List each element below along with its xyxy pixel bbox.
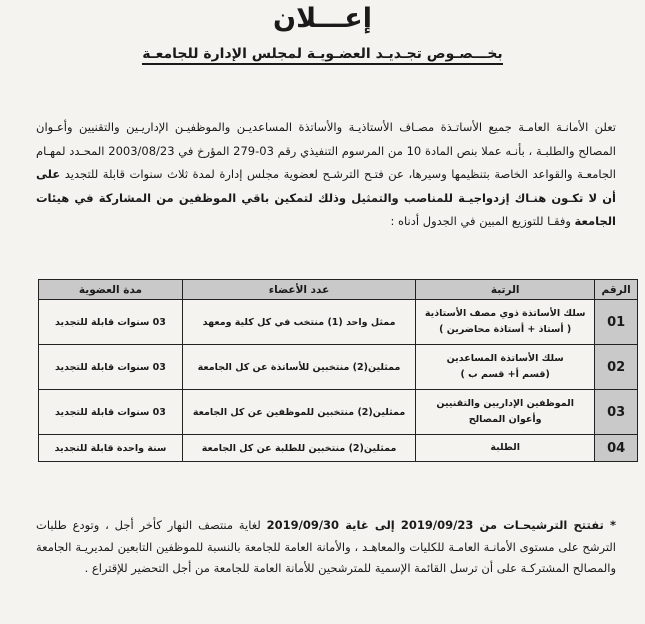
membership-table [38,279,638,462]
row-rank [416,345,595,390]
closing-bold-text: * تفتتح الترشيحـات من 2019/09/23 إلى غاية 2019/09/30 [266,518,616,532]
intro-end-text: وفقـا للتوزيع المبين في الجدول أدناه : [390,214,575,228]
row-num: 03 [595,390,638,435]
rank-title: سلك الأساتذة المساعدين [446,353,564,364]
row-rank [416,390,595,435]
table-header-row [39,280,638,300]
table-row [39,300,638,345]
header-num: الرقم [595,280,638,300]
row-duration: 03 سنوات قابلة للتجديد [39,345,183,390]
row-num: 02 [595,345,638,390]
row-members: ممثلين(2) منتخبين للموظفين عن كل الجامعة [182,390,415,435]
rank-note: ( أستاذ + أستاذة محاضرين ) [439,324,572,335]
row-members: ممثلين(2) منتخبين للطلبة عن كل الجامعة [182,435,415,462]
header-members: عدد الأعضاء [182,280,415,300]
row-members: ممثل واحد (1) منتخب في كل كلية ومعهد [182,300,415,345]
table-row [39,435,638,462]
row-members: ممثلين(2) منتخبين للأساتذة عن كل الجامعة [182,345,415,390]
subtitle-text: بخـــصـوص تجـديـد العضـويـة لمجلس الإدارة للجامعـة [142,46,502,65]
closing-paragraph [36,515,616,580]
intro-bold-text: على أن لا تكـون هنـاك إزدواجيـة للمناصب والتمثيل وذلك لتمكين باقي الموظفين من المشاركة في هيئات الجامعة [36,167,616,228]
row-duration: سنة واحدة قابلة للتجديد [39,435,183,462]
rank-title: سلك الأساتذة ذوي مصف الأستاذية [424,308,586,319]
row-duration: 03 سنوات قابلة للتجديد [39,300,183,345]
rank-title: الموظفين الإداريين والتقنيين وأعوان المصالح [436,398,574,425]
closing-text: لغاية منتصف النهار كأخر أجل ، وتودع طلبات الترشح على مستوى الأمانـة العامـة للكليات والمعاهـد ، والأمانة العامة للجامعة بالنسبة للموظفين التابعين لمديريـة الجامعة والمصالح المشتركـة على أن ترسل القائمة الإسمية للمترشحين للأمانة العامة للجامعة من أجل التحضير للإقتراع . [36,518,616,575]
row-rank [416,435,595,462]
table-row [39,345,638,390]
intro-paragraph [36,116,616,234]
rank-note: (قسم أ+ قسم ب ) [460,369,550,380]
header-duration: مدة العضوية [39,280,183,300]
page-title: إعـــلان [273,3,372,34]
intro-text: تعلن الأمانـة العامـة جميع الأساتـذة مصـاف الأستاذيـة والأساتذة المساعديـن والموظفيـن الإداريـين والتقنيين وأعـوان المصالح والطلبـة ، بأنـه عملا بنص المادة 10 من المرسوم التنفيذي رقم 03-279 المؤرخ في 2003/08/23 المحـدد لمهـام الجامعـة والقواعد الخاصة بتنظيمها وسيرها، عن فتـح الترشـح لعضوية مجلس إدارة لمدة ثلاث سنوات قابلة للتجديد [36,120,617,181]
header-rank: الرتبة [416,280,595,300]
page-subtitle [0,44,645,64]
row-duration: 03 سنوات قابلة للتجديد [39,390,183,435]
row-rank [416,300,595,345]
rank-title: الطلبة [490,442,520,453]
row-num: 01 [595,300,638,345]
row-num: 04 [595,435,638,462]
table-row [39,390,638,435]
